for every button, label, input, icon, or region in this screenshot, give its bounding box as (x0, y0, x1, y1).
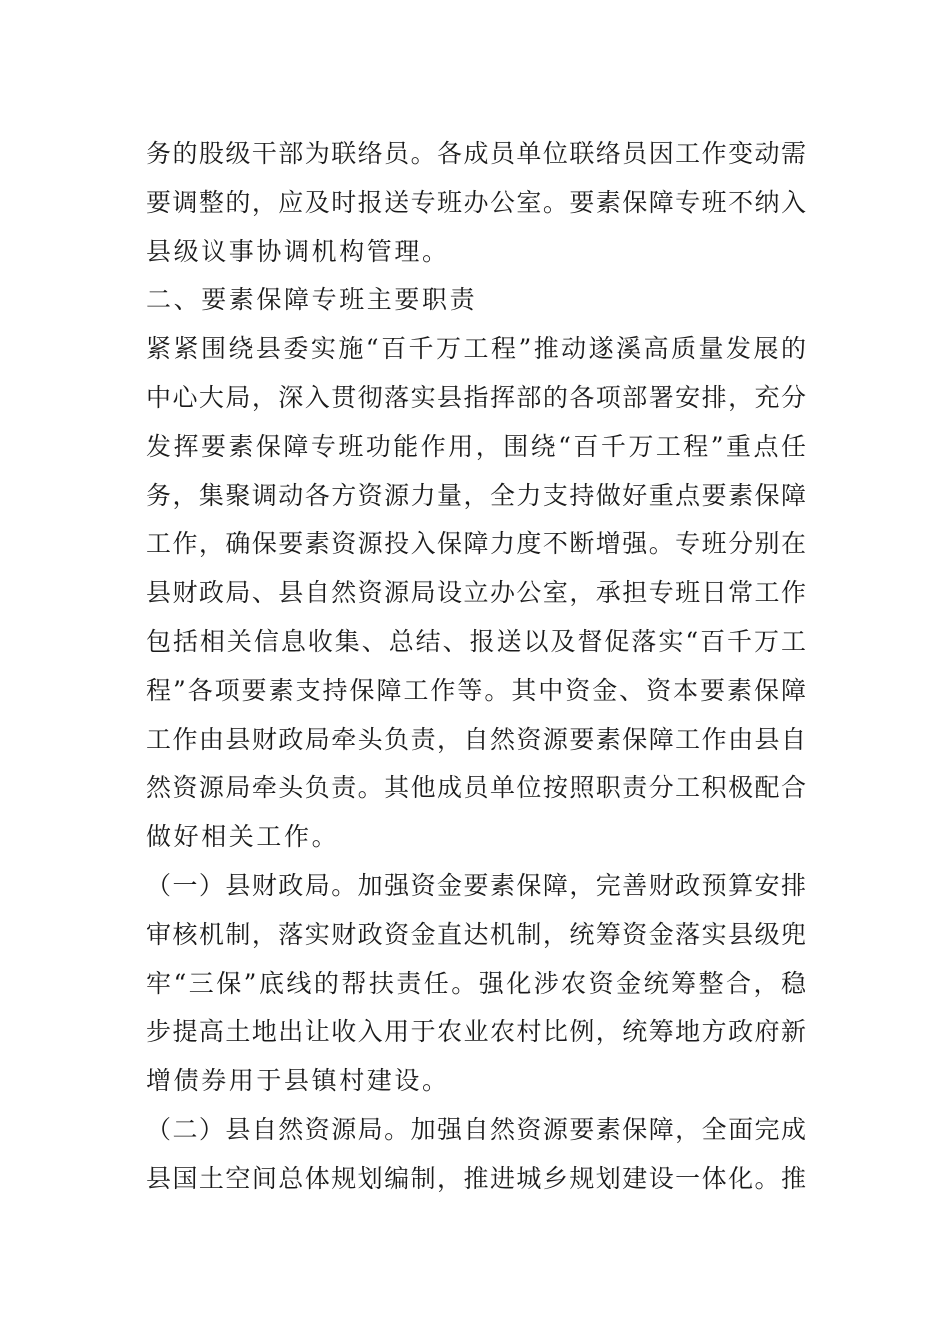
paragraph-line: 务的股级干部为联络员。各成员单位联络员因工作变动需 (146, 139, 806, 168)
paragraph-line: 增债券用于县镇村建设。 (146, 1066, 450, 1096)
paragraph-line: 工作由县财政局牵头负责，自然资源要素保障工作由县自 (146, 724, 806, 754)
paragraph-line: 牢“三保”底线的帮扶责任。强化涉农资金统筹整合，稳 (146, 968, 806, 998)
paragraph-line: 工作，确保要素资源投入保障力度不断增强。专班分别在 (146, 529, 806, 559)
paragraph-line: 要调整的，应及时报送专班办公室。要素保障专班不纳入 (146, 187, 806, 217)
paragraph-line: 发挥要素保障专班功能作用，围绕“百千万工程”重点任 (146, 431, 806, 461)
paragraph-line: 做好相关工作。 (146, 822, 340, 852)
paragraph-line: 务，集聚调动各方资源力量，全力支持做好重点要素保障 (146, 480, 806, 510)
paragraph-line: 然资源局牵头负责。其他成员单位按照职责分工积极配合 (146, 773, 806, 803)
paragraph-line: 县级议事协调机构管理。 (146, 236, 450, 266)
paragraph-line: 审核机制，落实财政资金直达机制，统筹资金落实县级兜 (146, 919, 806, 949)
paragraph-line: 步提高土地出让收入用于农业农村比例，统筹地方政府新 (146, 1017, 806, 1047)
paragraph-line: 中心大局，深入贯彻落实县指挥部的各项部署安排，充分 (146, 382, 806, 412)
paragraph-line: 县财政局、县自然资源局设立办公室，承担专班日常工作 (146, 578, 806, 608)
paragraph-line: 程”各项要素支持保障工作等。其中资金、资本要素保障 (146, 675, 806, 705)
paragraph-line: 县国土空间总体规划编制，推进城乡规划建设一体化。推 (146, 1163, 806, 1193)
section-heading: 二、要素保障专班主要职责 (146, 285, 478, 315)
paragraph-line: 紧紧围绕县委实施“百千万工程”推动遂溪高质量发展的 (146, 334, 806, 364)
paragraph-line: （一）县财政局。加强资金要素保障，完善财政预算安排 (146, 870, 806, 900)
paragraph-line: （二）县自然资源局。加强自然资源要素保障，全面完成 (146, 1114, 806, 1144)
paragraph-line: 包括相关信息收集、总结、报送以及督促落实“百千万工 (146, 626, 806, 656)
document-page (146, 130, 806, 1204)
